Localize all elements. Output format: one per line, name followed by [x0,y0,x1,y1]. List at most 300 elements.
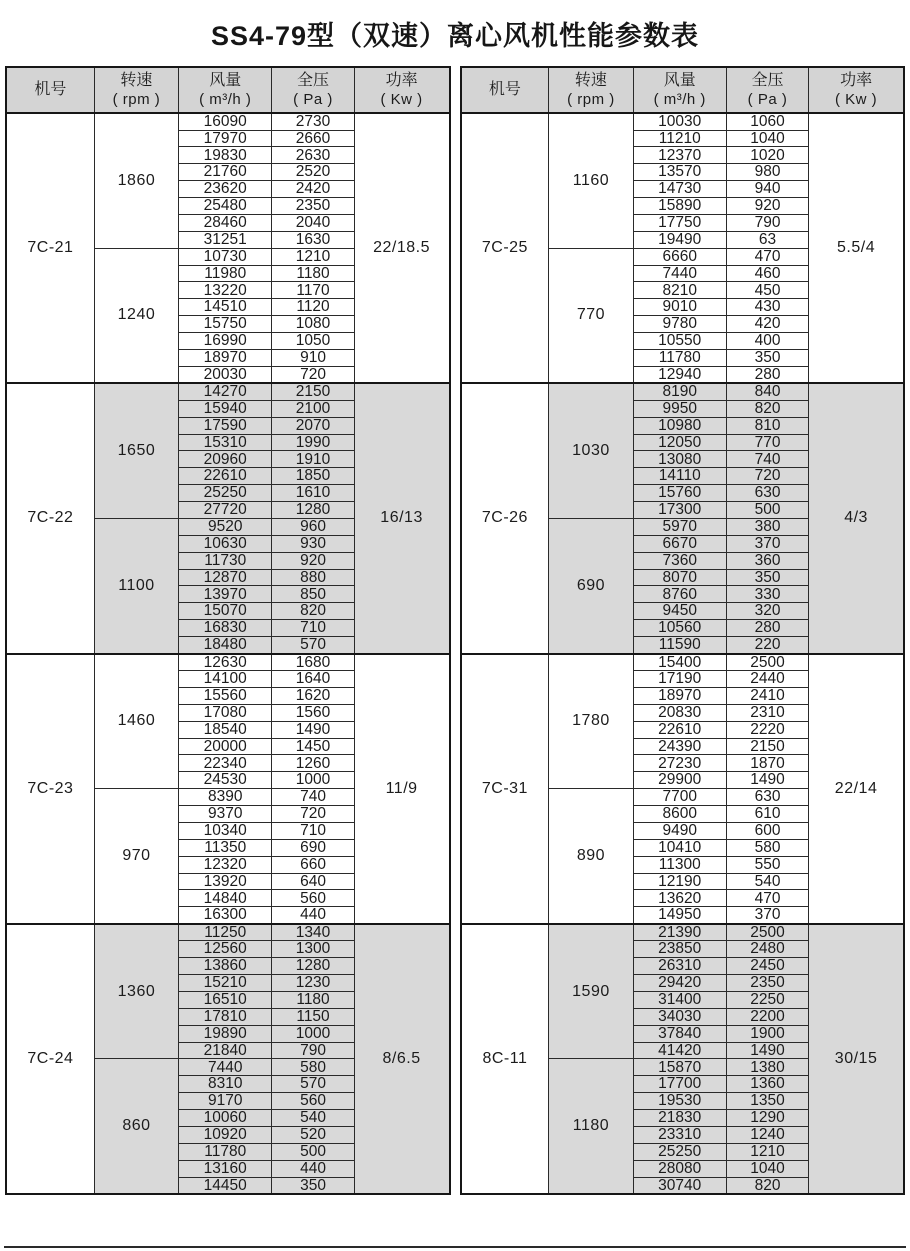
pressure-cell: 2450 [726,958,808,975]
pressure-cell: 2200 [726,1008,808,1025]
column-header-power [354,67,449,113]
pressure-cell: 2500 [726,924,808,941]
column-header-speed [94,67,178,113]
flow-cell: 10550 [633,333,726,350]
flow-cell: 17080 [179,704,272,721]
pressure-cell: 1280 [272,958,354,975]
pressure-cell: 1490 [726,772,808,789]
header-row [461,67,905,113]
model-cell: 8C-11 [461,924,549,1194]
pressure-cell: 560 [272,1093,354,1110]
flow-cell: 11590 [633,637,726,654]
pressure-cell: 1680 [272,654,354,671]
pressure-cell: 630 [726,485,808,502]
pressure-cell: 790 [726,214,808,231]
flow-cell: 15870 [633,1059,726,1076]
column-unit: ( Kw ) [380,90,423,108]
speed-cell: 1650 [94,383,178,518]
flow-cell: 20030 [179,366,272,383]
pressure-cell: 2420 [272,181,354,198]
flow-cell: 14950 [633,907,726,924]
flow-cell: 19530 [633,1093,726,1110]
flow-cell: 17700 [633,1076,726,1093]
flow-cell: 23620 [179,181,272,198]
catalog-page [0,14,910,1195]
pressure-cell: 1080 [272,316,354,333]
pressure-cell: 1340 [272,924,354,941]
flow-cell: 13080 [633,451,726,468]
flow-cell: 14110 [633,468,726,485]
speed-cell: 1100 [94,518,178,653]
flow-cell: 17750 [633,214,726,231]
flow-cell: 8390 [179,789,272,806]
pressure-cell: 420 [726,316,808,333]
pressure-cell: 820 [726,400,808,417]
pressure-cell: 1240 [726,1126,808,1143]
pressure-cell: 1290 [726,1110,808,1127]
flow-cell: 22340 [179,755,272,772]
flow-cell: 31400 [633,991,726,1008]
flow-cell: 17190 [633,671,726,688]
speed-cell: 1360 [94,924,178,1059]
pressure-cell: 850 [272,586,354,603]
flow-cell: 10340 [179,822,272,839]
speed-cell: 1780 [549,654,633,789]
flow-cell: 10560 [633,620,726,637]
flow-cell: 13970 [179,586,272,603]
flow-cell: 25250 [633,1143,726,1160]
pressure-cell: 940 [726,181,808,198]
table-row [461,654,905,671]
flow-cell: 9780 [633,316,726,333]
speed-cell: 860 [94,1059,178,1194]
pressure-cell: 2310 [726,704,808,721]
table-row [461,113,905,130]
pressure-cell: 1300 [272,941,354,958]
pressure-cell: 820 [726,1177,808,1194]
flow-cell: 27720 [179,502,272,519]
pressure-cell: 470 [726,890,808,907]
pressure-cell: 1180 [272,265,354,282]
flow-cell: 21840 [179,1042,272,1059]
flow-cell: 8310 [179,1076,272,1093]
pressure-cell: 600 [726,822,808,839]
pressure-cell: 2440 [726,671,808,688]
flow-cell: 20830 [633,704,726,721]
pressure-cell: 2730 [272,113,354,130]
pressure-cell: 370 [726,907,808,924]
flow-cell: 9370 [179,806,272,823]
pressure-cell: 500 [726,502,808,519]
column-header-model [6,67,94,113]
pressure-cell: 540 [726,873,808,890]
pressure-cell: 370 [726,535,808,552]
pressure-cell: 960 [272,518,354,535]
pressure-cell: 1050 [272,333,354,350]
flow-cell: 10060 [179,1110,272,1127]
speed-cell: 690 [549,518,633,653]
flow-cell: 7440 [633,265,726,282]
flow-cell: 9010 [633,299,726,316]
flow-cell: 24530 [179,772,272,789]
pressure-cell: 2100 [272,400,354,417]
speed-cell: 1030 [549,383,633,518]
flow-cell: 22610 [179,468,272,485]
pressure-cell: 740 [726,451,808,468]
column-unit: ( rpm ) [112,90,161,108]
pressure-cell: 1490 [272,721,354,738]
flow-cell: 24390 [633,738,726,755]
flow-cell: 10730 [179,248,272,265]
pressure-cell: 2220 [726,721,808,738]
flow-cell: 37840 [633,1025,726,1042]
column-label: 全压 [297,71,330,89]
flow-cell: 15750 [179,316,272,333]
pressure-cell: 920 [272,552,354,569]
flow-cell: 23310 [633,1126,726,1143]
pressure-cell: 1230 [272,975,354,992]
flow-cell: 14730 [633,181,726,198]
flow-cell: 11980 [179,265,272,282]
pressure-cell: 1990 [272,434,354,451]
power-cell: 22/18.5 [354,113,449,383]
pressure-cell: 2040 [272,214,354,231]
flow-cell: 8190 [633,383,726,400]
pressure-cell: 470 [726,248,808,265]
pressure-cell: 1610 [272,485,354,502]
model-cell: 7C-25 [461,113,549,383]
pressure-cell: 2350 [272,198,354,215]
flow-cell: 13920 [179,873,272,890]
flow-cell: 11780 [633,349,726,366]
table-row [6,383,450,400]
model-cell: 7C-23 [6,654,94,924]
flow-cell: 14510 [179,299,272,316]
flow-cell: 21390 [633,924,726,941]
model-cell: 7C-21 [6,113,94,383]
speed-cell: 890 [549,789,633,924]
flow-cell: 10630 [179,535,272,552]
column-label: 功率 [840,71,873,89]
pressure-cell: 720 [272,806,354,823]
pressure-cell: 63 [726,231,808,248]
flow-cell: 9450 [633,603,726,620]
pressure-cell: 350 [726,349,808,366]
pressure-cell: 1000 [272,772,354,789]
flow-cell: 9520 [179,518,272,535]
pressure-cell: 570 [272,1076,354,1093]
pressure-cell: 720 [726,468,808,485]
flow-cell: 22610 [633,721,726,738]
speed-cell: 970 [94,789,178,924]
pressure-cell: 2660 [272,130,354,147]
pressure-cell: 920 [726,198,808,215]
flow-cell: 11350 [179,839,272,856]
pressure-cell: 580 [272,1059,354,1076]
flow-cell: 31251 [179,231,272,248]
column-label: 全压 [751,71,784,89]
pressure-cell: 2150 [272,383,354,400]
flow-cell: 17810 [179,1008,272,1025]
column-unit: ( m³/h ) [653,90,706,108]
pressure-cell: 1170 [272,282,354,299]
speed-cell: 1460 [94,654,178,789]
flow-cell: 17300 [633,502,726,519]
flow-cell: 17970 [179,130,272,147]
flow-cell: 7440 [179,1059,272,1076]
flow-cell: 19890 [179,1025,272,1042]
flow-cell: 12190 [633,873,726,890]
pressure-cell: 350 [726,569,808,586]
flow-cell: 20000 [179,738,272,755]
pressure-cell: 2350 [726,975,808,992]
pressure-cell: 2410 [726,687,808,704]
flow-cell: 29420 [633,975,726,992]
power-cell: 11/9 [354,654,449,924]
column-header-model [461,67,549,113]
flow-cell: 14450 [179,1177,272,1194]
pressure-cell: 2630 [272,147,354,164]
flow-cell: 9950 [633,400,726,417]
flow-cell: 26310 [633,958,726,975]
flow-cell: 12050 [633,434,726,451]
flow-cell: 16090 [179,113,272,130]
column-label: 风量 [663,71,696,89]
fan-table-left [5,66,451,1195]
flow-cell: 6660 [633,248,726,265]
pressure-cell: 610 [726,806,808,823]
pressure-cell: 810 [726,417,808,434]
pressure-cell: 930 [272,535,354,552]
pressure-cell: 1380 [726,1059,808,1076]
pressure-cell: 400 [726,333,808,350]
pressure-cell: 280 [726,620,808,637]
pressure-cell: 1620 [272,687,354,704]
pressure-cell: 220 [726,637,808,654]
pressure-cell: 630 [726,789,808,806]
pressure-cell: 710 [272,822,354,839]
flow-cell: 6670 [633,535,726,552]
power-cell: 5.5/4 [809,113,904,383]
pressure-cell: 360 [726,552,808,569]
flow-cell: 10030 [633,113,726,130]
flow-cell: 14840 [179,890,272,907]
table-row [6,924,450,941]
pressure-cell: 1020 [726,147,808,164]
pressure-cell: 1280 [272,502,354,519]
flow-cell: 9490 [633,822,726,839]
column-unit: ( m³/h ) [199,90,252,108]
model-cell: 7C-22 [6,383,94,653]
flow-cell: 8210 [633,282,726,299]
flow-cell: 30740 [633,1177,726,1194]
next-table-top-edge [4,1246,906,1248]
flow-cell: 19490 [633,231,726,248]
flow-cell: 7360 [633,552,726,569]
pressure-cell: 2520 [272,164,354,181]
pressure-cell: 660 [272,856,354,873]
flow-cell: 14270 [179,383,272,400]
flow-cell: 41420 [633,1042,726,1059]
pressure-cell: 520 [272,1126,354,1143]
speed-cell: 1180 [549,1059,633,1194]
flow-cell: 18970 [179,349,272,366]
pressure-cell: 1210 [272,248,354,265]
pressure-cell: 1000 [272,1025,354,1042]
pressure-cell: 820 [272,603,354,620]
header-row [6,67,450,113]
flow-cell: 8070 [633,569,726,586]
flow-cell: 11210 [633,130,726,147]
column-label: 风量 [209,71,242,89]
flow-cell: 20960 [179,451,272,468]
pressure-cell: 1900 [726,1025,808,1042]
power-cell: 22/14 [809,654,904,924]
pressure-cell: 540 [272,1110,354,1127]
pressure-cell: 1040 [726,1160,808,1177]
speed-cell: 770 [549,248,633,383]
pressure-cell: 2480 [726,941,808,958]
flow-cell: 21830 [633,1110,726,1127]
pressure-cell: 560 [272,890,354,907]
pressure-cell: 1910 [272,451,354,468]
flow-cell: 34030 [633,1008,726,1025]
flow-cell: 15940 [179,400,272,417]
pressure-cell: 1490 [726,1042,808,1059]
column-unit: ( Pa ) [747,90,788,108]
pressure-cell: 840 [726,383,808,400]
speed-cell: 1860 [94,113,178,248]
flow-cell: 28080 [633,1160,726,1177]
pressure-cell: 320 [726,603,808,620]
flow-cell: 11300 [633,856,726,873]
flow-cell: 8600 [633,806,726,823]
flow-cell: 11730 [179,552,272,569]
flow-cell: 13860 [179,958,272,975]
flow-cell: 14100 [179,671,272,688]
flow-cell: 15560 [179,687,272,704]
pressure-cell: 2070 [272,417,354,434]
table-row [461,383,905,400]
column-header-flow [633,67,726,113]
column-header-pressure [726,67,808,113]
flow-cell: 15210 [179,975,272,992]
flow-cell: 15760 [633,485,726,502]
pressure-cell: 910 [272,349,354,366]
flow-cell: 16510 [179,991,272,1008]
pressure-cell: 440 [272,907,354,924]
pressure-cell: 710 [272,620,354,637]
model-cell: 7C-26 [461,383,549,653]
flow-cell: 9170 [179,1093,272,1110]
pressure-cell: 500 [272,1143,354,1160]
pressure-cell: 2500 [726,654,808,671]
flow-cell: 12370 [633,147,726,164]
pressure-cell: 1150 [272,1008,354,1025]
flow-cell: 25250 [179,485,272,502]
column-header-power [809,67,904,113]
pressure-cell: 1350 [726,1093,808,1110]
pressure-cell: 720 [272,366,354,383]
column-label: 转速 [120,71,153,89]
flow-cell: 5970 [633,518,726,535]
pressure-cell: 1630 [272,231,354,248]
pressure-cell: 980 [726,164,808,181]
flow-cell: 21760 [179,164,272,181]
pressure-cell: 1870 [726,755,808,772]
power-cell: 30/15 [809,924,904,1194]
column-label: 功率 [385,71,418,89]
page-title: SS4-79型（双速）离心风机性能参数表 [210,21,700,51]
flow-cell: 29900 [633,772,726,789]
flow-cell: 28460 [179,214,272,231]
flow-cell: 10410 [633,839,726,856]
flow-cell: 16300 [179,907,272,924]
pressure-cell: 640 [272,873,354,890]
flow-cell: 12560 [179,941,272,958]
flow-cell: 13570 [633,164,726,181]
flow-cell: 12940 [633,366,726,383]
pressure-cell: 1850 [272,468,354,485]
pressure-cell: 350 [272,1177,354,1194]
table-row [6,113,450,130]
flow-cell: 11780 [179,1143,272,1160]
pressure-cell: 1180 [272,991,354,1008]
power-cell: 4/3 [809,383,904,653]
pressure-cell: 1060 [726,113,808,130]
pressure-cell: 770 [726,434,808,451]
flow-cell: 10980 [633,417,726,434]
flow-cell: 12870 [179,569,272,586]
flow-cell: 7700 [633,789,726,806]
flow-cell: 8760 [633,586,726,603]
pressure-cell: 790 [272,1042,354,1059]
flow-cell: 13620 [633,890,726,907]
pressure-cell: 1360 [726,1076,808,1093]
fan-table-right [460,66,906,1195]
flow-cell: 13160 [179,1160,272,1177]
table-row [6,654,450,671]
column-unit: ( Pa ) [293,90,333,108]
pressure-cell: 1120 [272,299,354,316]
pressure-cell: 580 [726,839,808,856]
table-row [461,924,905,941]
flow-cell: 18540 [179,721,272,738]
power-cell: 8/6.5 [354,924,449,1194]
flow-cell: 23850 [633,941,726,958]
flow-cell: 18970 [633,687,726,704]
flow-cell: 11250 [179,924,272,941]
pressure-cell: 430 [726,299,808,316]
pressure-cell: 1040 [726,130,808,147]
column-label: 机号 [34,81,67,98]
pressure-cell: 440 [272,1160,354,1177]
flow-cell: 27230 [633,755,726,772]
pressure-cell: 880 [272,569,354,586]
flow-cell: 12320 [179,856,272,873]
pressure-cell: 380 [726,518,808,535]
flow-cell: 16990 [179,333,272,350]
flow-cell: 13220 [179,282,272,299]
pressure-cell: 690 [272,839,354,856]
flow-cell: 10920 [179,1126,272,1143]
flow-cell: 19830 [179,147,272,164]
column-header-pressure [272,67,354,113]
tables-container [0,66,910,1195]
pressure-cell: 570 [272,637,354,654]
flow-cell: 15400 [633,654,726,671]
pressure-cell: 460 [726,265,808,282]
